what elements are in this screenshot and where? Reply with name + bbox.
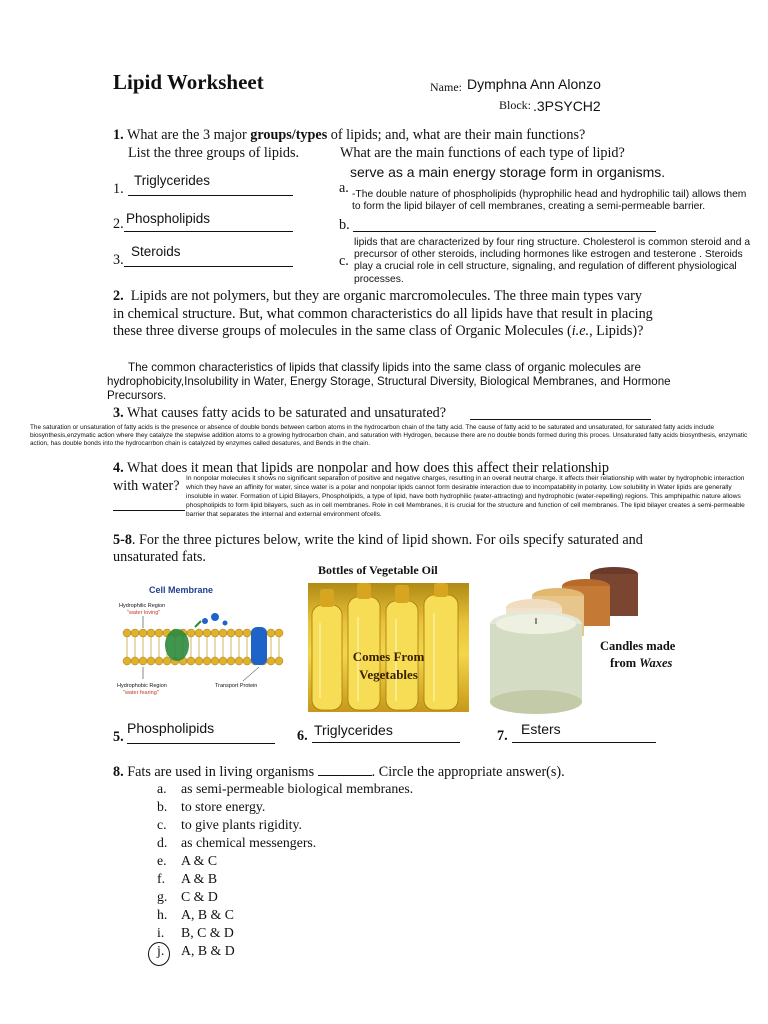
q8-option-i[interactable]: i. B, C & D (157, 925, 234, 940)
q7-num: 7. (497, 728, 508, 744)
cell-membrane-diagram (113, 581, 291, 701)
q5-line (127, 743, 275, 744)
q7-answer[interactable]: Esters (521, 721, 561, 737)
q8-option-j-circle (148, 942, 170, 966)
q1-group-3-answer[interactable]: Steroids (131, 244, 181, 259)
q2-answer[interactable]: The common characteristics of lipids that classify lipids into the same class of organic molecules are hydrophobicity,Insolubility in Water, Energy Storage, Structural Diversity, Biological Membranes, and Hormone Precursors. (107, 361, 671, 402)
page-title: Lipid Worksheet (113, 70, 264, 94)
q1-function-a-letter: a. (339, 180, 349, 196)
oil-picture-title: Bottles of Vegetable Oil (318, 563, 438, 577)
q4-question-line1: 4. What does it mean that lipids are nonpolar and how does this affect their relationship (113, 460, 609, 476)
q7-line (512, 742, 656, 743)
q1-function-c-letter: c. (339, 253, 349, 269)
q8-option-j[interactable]: j. A, B & D (157, 943, 235, 958)
oil-bottles-graphic (308, 583, 469, 712)
q8-options (157, 781, 417, 961)
q8-option-g[interactable]: g. C & D (157, 889, 218, 904)
q8-option-c[interactable]: c. to give plants rigidity. (157, 817, 302, 832)
candles-caption-line2: from Waxes (610, 656, 673, 670)
candles-caption-line1: Candles made (600, 639, 676, 653)
q1-function-c-answer[interactable]: lipids that are characterized by four ring structure. Cholesterol is common steroid and a precursor of other steroids, including hormones like estrogen and testerone . Steroids play a crucial role in cell structure, signaling, and regulation of different physiological processes. (354, 237, 751, 285)
q1-function-b-letter: b. (339, 217, 350, 233)
block-value: .3PSYCH2 (533, 98, 601, 114)
q1-function-b-line (353, 231, 656, 232)
q3-question: 3. What causes fatty acids to be saturated and unsaturated? (113, 405, 447, 421)
svg-text:Hydrophilic Region: Hydrophilic Region (119, 603, 166, 609)
oil-caption-line2: Vegetables (359, 667, 418, 682)
oil-picture (308, 583, 469, 712)
q1-group-1-line (128, 195, 293, 196)
q3-answer[interactable]: The saturation or unsaturation of fatty acids is the presence or absence of double bonds between carbon atoms in the hydrocarbon chain of the fatty acid. The cause of fatty acid to be saturated and unsaturated, for saturated fatty acids include biosynthesis,enzymatic action where they catalyze the stepwise addition atoms to a growing hydrocarbon chain, and saturation with Hydrogen, because there are no double bonds formed during this proces. Unsaturated fatty acids biosynthesis, enzymatic action, has double bonds into the hydrocarrbon chain is catalyzed by enzymes called desatures, and Bends in the chain. (30, 424, 748, 448)
q4-answer[interactable]: In nonpolar molecules it shows no significant separation of positive and negative charges, resulting in an overall neutral charge. It affects their relationship with water by hydrophobic interaction which they have an affinity for water, since water is a polar and nonpolar lipids cannot form desirable interaction due to incompatability in polarity. Low solubility in Water lipids are generally insoluble in water. Formation of Lipid Bilayers, Phospholipids, a type of lipid, have both hydrophilic (water-attracting) and hydrophobic (water-repelling) regions. This amphipathic nature allows phospholipids to form lipid bilayers, such as in cell membranes. Role in cell Membranes, it is crucial for the structure and function of cell membranes. The lipid bilayer creates a semi-permeable barrier that separates the internal and external environment ofcells. (186, 475, 745, 518)
q1-function-a-top[interactable]: serve as a main energy storage form in organisms. (350, 164, 666, 180)
q8-option-a[interactable]: a. as semi-permeable biological membranes. (157, 781, 414, 796)
oil-caption-line1: Comes From (352, 649, 425, 664)
svg-text:Cell Membrane: Cell Membrane (149, 585, 214, 595)
cell-membrane-picture (113, 581, 291, 701)
q1-question: 1. What are the 3 major groups/types of lipids; and, what are their main functions? (113, 127, 586, 143)
q1-sub-left: List the three groups of lipids. (128, 145, 300, 161)
q1-group-1-answer[interactable]: Triglycerides (134, 173, 211, 188)
block-label: Block: (499, 98, 531, 112)
q8-option-h[interactable]: h. A, B & C (157, 907, 234, 922)
q1-group-2-answer[interactable]: Phospholipids (126, 211, 211, 226)
q8-option-d[interactable]: d. as chemical messengers. (157, 835, 317, 850)
q1-group-2-num: 2. (113, 216, 124, 232)
q1-group-2-line (124, 231, 293, 232)
name-label: Name: (430, 80, 462, 94)
q1-function-a-answer[interactable]: -The double nature of phospholipids (hyprophilic head and hydrophilic tail) allows them to form the lipid bilayer of cell membranes, creating a semi-permeable barrier. (352, 189, 747, 213)
q2-question: 2. Lipids are not polymers, but they are organic marcromolecules. The three main types vary in chemical structure. But, what common characteristics do all lipids have that result in placing these three diverse groups of molecules in the same class of Organic Molecules (i.e., Lipids)? (113, 288, 653, 339)
q1-group-3-num: 3. (113, 252, 124, 268)
q8-option-e[interactable]: e. A & C (157, 853, 218, 868)
svg-text:"water loving": "water loving" (127, 610, 161, 616)
q8-option-f[interactable]: f. A & B (157, 871, 218, 886)
q8-question: 8. Fats are used in living organisms . Circle the appropriate answer(s). (113, 764, 565, 780)
q5-answer[interactable]: Phospholipids (127, 720, 215, 736)
q1-group-1-num: 1. (113, 181, 124, 197)
name-value: Dymphna Ann Alonzo (467, 76, 601, 92)
q5-8-question: 5-8. For the three pictures below, write the kind of lipid shown. For oils specify saturated and unsaturated fats. (113, 532, 643, 565)
q5-num: 5. (113, 729, 124, 745)
q6-line (312, 742, 460, 743)
q1-sub-right: What are the main functions of each type of lipid? (340, 145, 625, 161)
q8-option-b[interactable]: b. to store energy. (157, 799, 266, 814)
q3-line (470, 419, 651, 420)
q1-group-3-line (124, 266, 293, 267)
q4-line (113, 510, 185, 511)
q4-question-line2: with water? (113, 478, 180, 494)
svg-text:"water fearing": "water fearing" (123, 690, 159, 696)
svg-text:Hydrophobic Region: Hydrophobic Region (117, 683, 167, 689)
q6-num: 6. (297, 728, 308, 744)
svg-text:Transport Protein: Transport Protein (215, 683, 258, 689)
q6-answer[interactable]: Triglycerides (314, 722, 393, 738)
